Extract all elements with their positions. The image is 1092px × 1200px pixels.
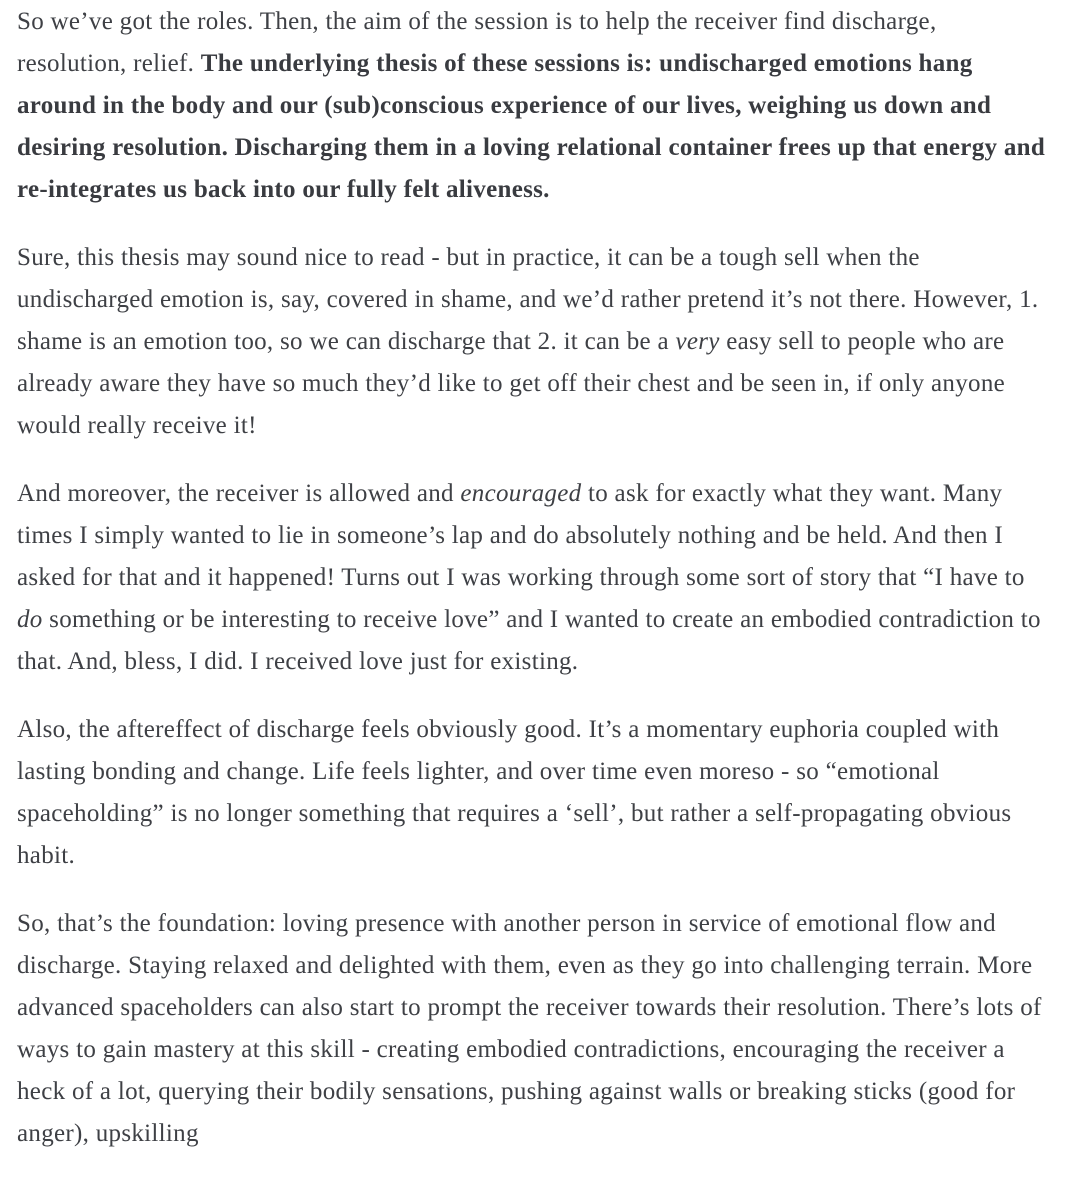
text-run: And moreover, the receiver is allowed and xyxy=(17,480,461,507)
paragraph xyxy=(17,473,1049,683)
paragraph xyxy=(17,903,1049,1155)
text-run: to ask for exactly what they want. Many times I simply wanted to lie in someone’s lap and do absolutely nothing and be held. And then I asked for that and it happened! Turns out I was working through some sort of story that “I have to xyxy=(17,480,1025,591)
bold-run: The underlying thesis of these sessions is: undischarged emotions hang around in the body and our (sub)conscious experience of our lives, weighing us down and desiring resolution. Discharging them in a loving relational container frees up that energy and re-integrates us back into our fully felt aliveness. xyxy=(17,50,1046,203)
article-body xyxy=(17,0,1049,1155)
italic-run: very xyxy=(675,328,720,355)
text-run: easy sell to people who are already aware they have so much they’d like to get off their chest and be seen in, if only anyone would really receive it! xyxy=(17,328,1006,439)
text-run: Also, the aftereffect of discharge feels obviously good. It’s a momentary euphoria coupled with lasting bonding and change. Life feels lighter, and over time even moreso - so “emotional spaceholding” is no longer something that requires a ‘sell’, but rather a self-propagating obvious habit. xyxy=(17,716,1012,869)
italic-run: do xyxy=(17,606,43,633)
paragraph xyxy=(17,709,1049,877)
text-run: So we’ve got the roles. Then, the aim of the session is to help the receiver find discharge, resolution, relief. xyxy=(17,8,937,77)
text-run: Sure, this thesis may sound nice to read - but in practice, it can be a tough sell when the undischarged emotion is, say, covered in shame, and we’d rather pretend it’s not there. However, 1. shame is an emotion too, so we can discharge that 2. it can be a xyxy=(17,244,1039,355)
italic-run: encouraged xyxy=(460,480,582,507)
paragraph xyxy=(17,1,1049,211)
text-run: something or be interesting to receive love” and I wanted to create an embodied contradiction to that. And, bless, I did. I received love just for existing. xyxy=(17,606,1041,675)
paragraph xyxy=(17,237,1049,447)
text-run: So, that’s the foundation: loving presence with another person in service of emotional flow and discharge. Staying relaxed and delighted with them, even as they go into challenging terrain. More advanced spaceholders can also start to prompt the receiver towards their resolution. There’s lots of ways to gain mastery at this skill - creating embodied contradictions, encouraging the receiver a heck of a lot, querying their bodily sensations, pushing against walls or breaking sticks (good for anger), upskilling xyxy=(17,910,1042,1147)
